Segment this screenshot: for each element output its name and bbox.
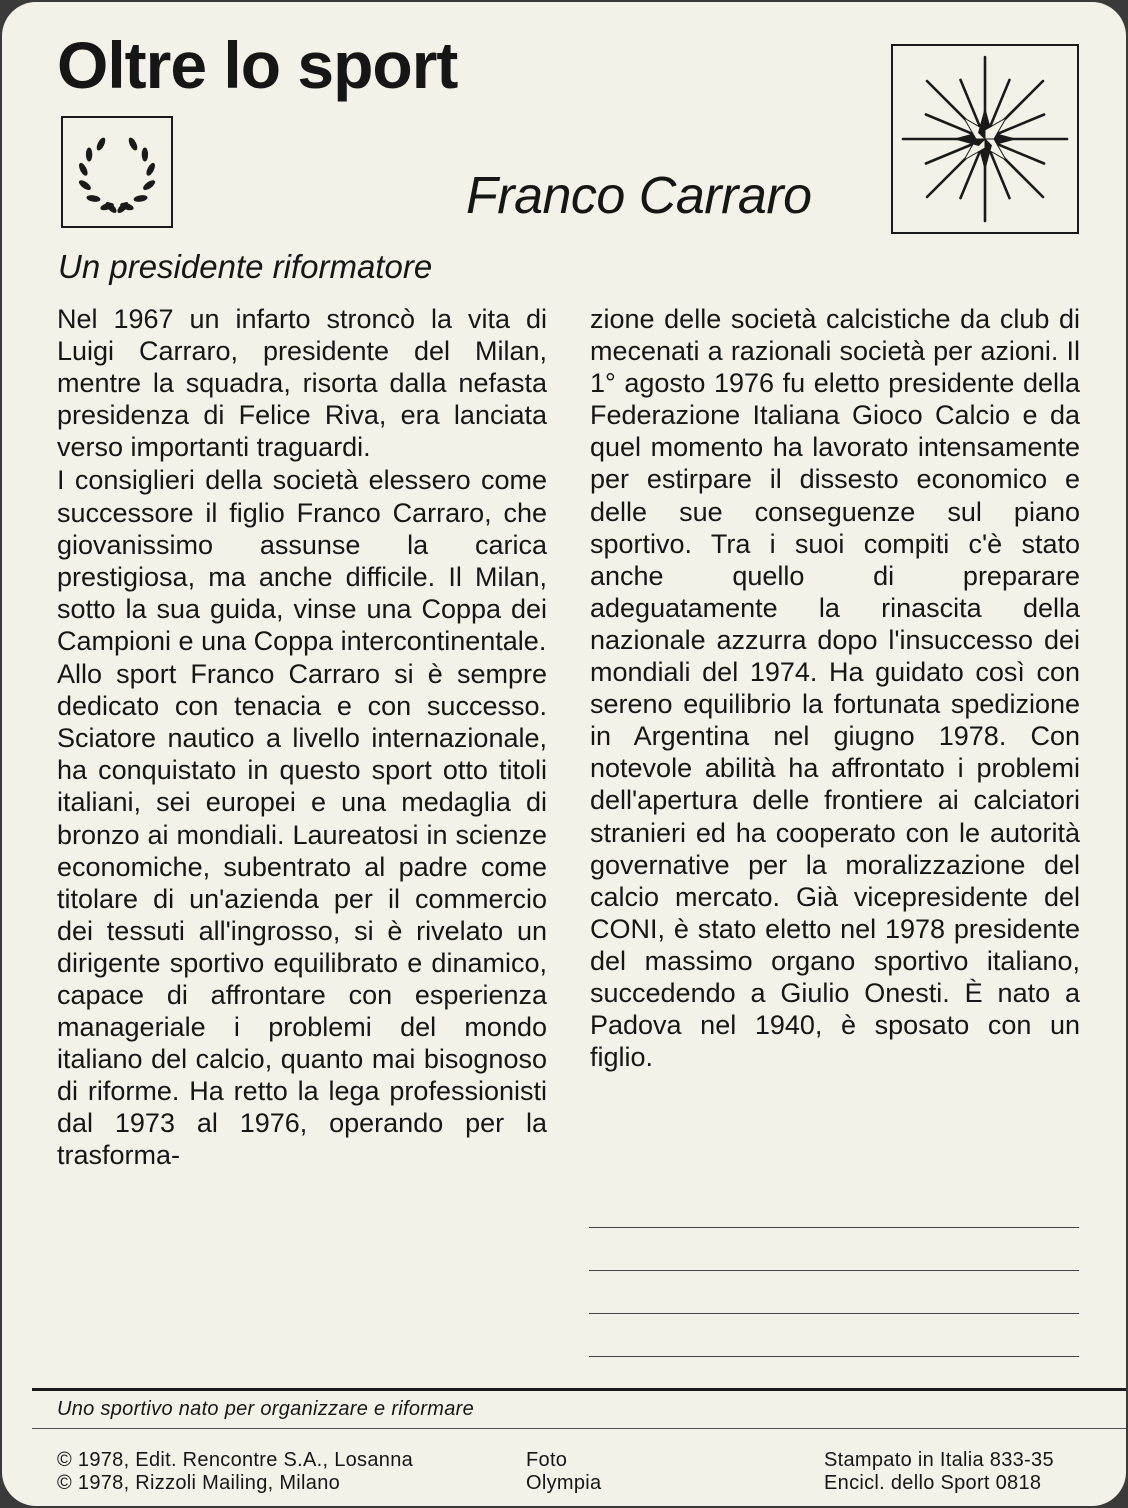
photo-label: Foto xyxy=(526,1449,568,1471)
article-subtitle: Un presidente riformatore xyxy=(58,248,433,285)
paragraph: I consiglieri della società elessero come successore il figlio Franco Carraro, che giovanissimo assunse la carica prestigiosa, ma anche difficile. Il Milan, sotto la sua guida, vinse una Coppa dei Campioni e una Coppa intercontinentale. xyxy=(57,465,547,656)
article-column-right xyxy=(590,303,1080,1073)
note-line xyxy=(589,1227,1079,1228)
wreath-emblem-box xyxy=(61,116,173,228)
compass-star-icon xyxy=(897,50,1073,228)
compass-emblem-box xyxy=(891,44,1079,234)
note-line xyxy=(589,1270,1079,1271)
footer-divider xyxy=(32,1428,1126,1429)
laurel-wreath-icon xyxy=(69,124,165,220)
paragraph: Allo sport Franco Carraro si è sempre dedicato con tenacia e con successo. Sciatore nautico a livello internazionale, ha conquistato in questo sport otto titoli italiani, sei europei e una medaglia di bronzo ai mondiali. Laureatosi in scienze economiche, subentrato al padre come titolare di un'azienda per il commercio dei tessuti all'ingrosso, si è rivelato un dirigente sportivo equilibrato e dinamico, capace di affrontare con esperienza manageriale i problemi del mondo italiano del calcio, quanto mai bisognoso di riforme. Ha retto la lega professionisti dal 1973 al 1976, operando per la trasforma- xyxy=(57,659,547,1171)
paragraph: zione delle società calcistiche da club di mecenati a razionali società per azioni. Il 1° agosto 1976 fu eletto presidente della Federazione Italiana Gioco Calcio e da quel momento ha lavorato intensamente per estirpare il dissesto economico e delle sue conseguenze sul piano sportivo. Tra i suoi compiti c'è stato anche quello di preparare adeguatamente la rinascita della nazionale azzurra dopo l'insuccesso dei mondiali del 1974. Ha guidato così con sereno equilibrio la fortunata spedizione in Argentina nel giugno 1978. Con notevole abilità ha affrontato i problemi dell'apertura delle frontiere ai calciatori stranieri ed ha cooperato con le autorità governative per la moralizzazione del calcio mercato. Già vicepresidente del CONI, è stato eletto nel 1978 presidente del massimo organo sportivo italiano, succedendo a Giulio Onesti. È nato a Padova nel 1940, è sposato con un figlio. xyxy=(590,304,1080,1073)
note-line xyxy=(589,1356,1079,1357)
footer-photo-credit xyxy=(526,1449,601,1495)
footer-copyright xyxy=(57,1449,413,1495)
paragraph: Nel 1967 un infarto stroncò la vita di Luigi Carraro, presidente del Milan, mentre la squadra, risorta dalla nefasta presidenza di Felice Riva, era lanciata verso importanti traguardi. xyxy=(57,304,547,463)
printed-info: Stampato in Italia 833-35 xyxy=(824,1449,1054,1471)
athlete-name: Franco Carraro xyxy=(466,167,812,225)
series-info: Encicl. dello Sport 0818 xyxy=(824,1472,1042,1494)
footer-print-info xyxy=(824,1449,1054,1495)
copyright-line: © 1978, Rizzoli Mailing, Milano xyxy=(57,1472,341,1494)
sport-card xyxy=(2,2,1126,1506)
photo-credit: Olympia xyxy=(526,1472,602,1494)
section-divider xyxy=(32,1388,1126,1391)
article-column-left xyxy=(57,303,547,1172)
copyright-line: © 1978, Edit. Rencontre S.A., Losanna xyxy=(57,1449,414,1471)
card-caption: Uno sportivo nato per organizzare e riformare xyxy=(57,1398,475,1420)
note-line xyxy=(589,1313,1079,1314)
page-title: Oltre lo sport xyxy=(57,28,458,102)
blank-note-lines xyxy=(589,1227,1079,1399)
